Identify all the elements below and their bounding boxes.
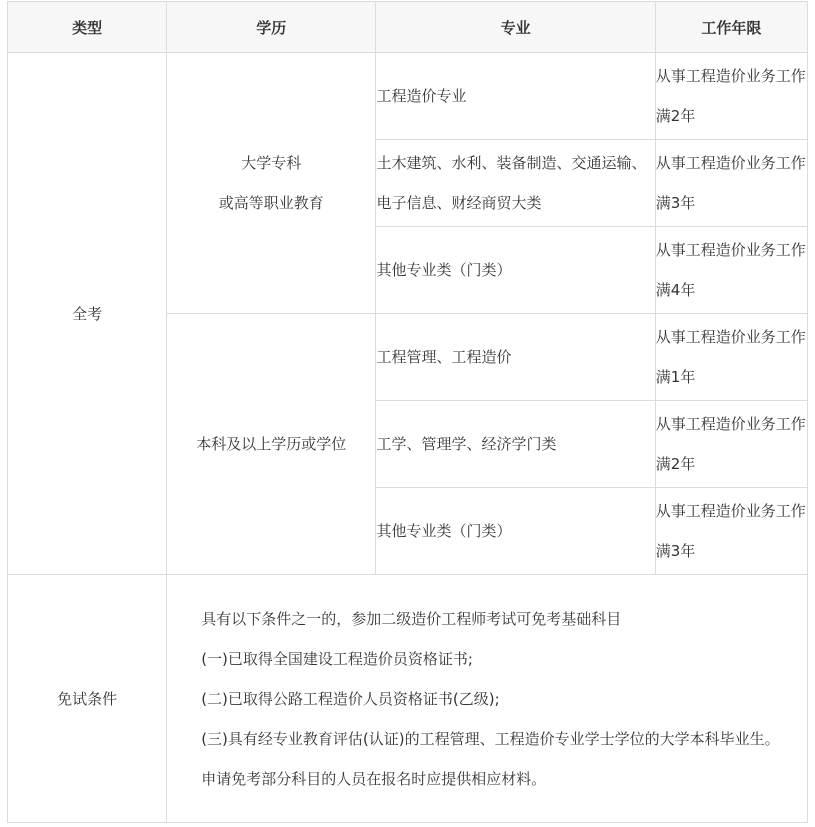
exemption-content xyxy=(167,575,808,823)
education-line: 或高等职业教育 xyxy=(218,194,324,212)
major-cell: 工程造价专业 xyxy=(376,53,655,140)
years-cell: 从事工程造价业务工作满4年 xyxy=(655,227,807,314)
type-full-exam: 全考 xyxy=(8,53,167,575)
header-years: 工作年限 xyxy=(655,2,807,53)
type-exemption: 免试条件 xyxy=(8,575,167,823)
major-cell: 工学、管理学、经济学门类 xyxy=(376,401,655,488)
exemption-paragraph: (三)具有经专业教育评估(认证)的工程管理、工程造价专业学士学位的大学本科毕业生。 xyxy=(201,729,780,748)
requirements-table xyxy=(7,1,808,823)
education-line: 本科及以上学历或学位 xyxy=(196,435,347,453)
education-bachelor xyxy=(167,314,376,575)
exemption-row xyxy=(8,575,808,823)
exemption-paragraph: (二)已取得公路工程造价人员资格证书(乙级); xyxy=(201,689,500,708)
header-education: 学历 xyxy=(167,2,376,53)
major-cell: 土木建筑、水利、装备制造、交通运输、电子信息、财经商贸大类 xyxy=(376,140,655,227)
major-cell: 其他专业类（门类） xyxy=(376,227,655,314)
years-cell: 从事工程造价业务工作满2年 xyxy=(655,53,807,140)
major-cell: 工程管理、工程造价 xyxy=(376,314,655,401)
years-cell: 从事工程造价业务工作满1年 xyxy=(655,314,807,401)
education-college xyxy=(167,53,376,314)
header-major: 专业 xyxy=(376,2,655,53)
years-cell: 从事工程造价业务工作满3年 xyxy=(655,488,807,575)
major-cell: 其他专业类（门类） xyxy=(376,488,655,575)
education-line: 大学专科 xyxy=(241,154,302,172)
header-type: 类型 xyxy=(8,2,167,53)
exemption-paragraph: 具有以下条件之一的，参加二级造价工程师考试可免考基础科目 xyxy=(201,609,622,628)
header-row xyxy=(8,2,808,53)
years-cell: 从事工程造价业务工作满3年 xyxy=(655,140,807,227)
table-row xyxy=(8,53,808,140)
exemption-paragraph: (一)已取得全国建设工程造价员资格证书; xyxy=(201,649,473,668)
years-cell: 从事工程造价业务工作满2年 xyxy=(655,401,807,488)
exemption-paragraph: 申请免考部分科目的人员在报名时应提供相应材料。 xyxy=(201,769,547,788)
